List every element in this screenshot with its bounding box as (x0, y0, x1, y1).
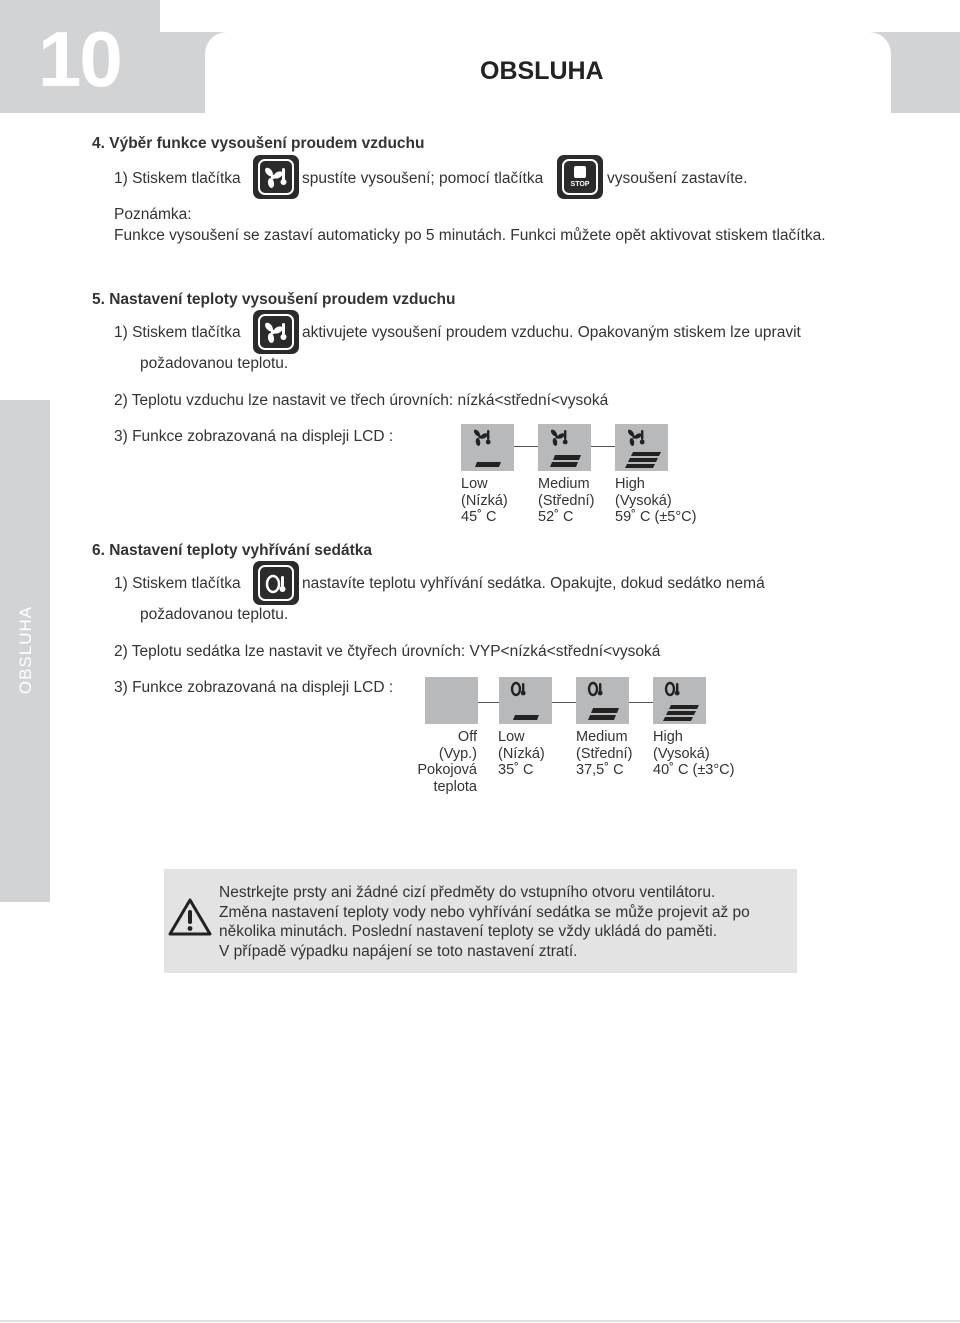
level-name: Medium (538, 476, 590, 492)
lcd-connector (478, 702, 499, 703)
seat-medium-icon (576, 677, 629, 724)
level-temp: 59˚ C (±5°C) (615, 509, 697, 525)
fan-thermometer-icon (253, 155, 299, 199)
warning-line: několika minutách. Poslední nastavení teploty se vždy ukládá do paměti. (219, 923, 718, 940)
level-temp: 37,5˚ C (576, 762, 624, 778)
dryer-temp-button[interactable] (253, 310, 299, 354)
dryer-level-high (615, 476, 696, 526)
stop-icon (557, 155, 603, 199)
level-name-cz: (Střední) (576, 745, 633, 762)
fan-medium-icon (538, 424, 591, 471)
section4-step1-post: vysoušení zastavíte. (607, 170, 748, 187)
lcd-dryer-low (461, 424, 514, 471)
level-name: High (653, 729, 683, 745)
lcd-connector (552, 702, 576, 703)
seat-level-off (400, 729, 477, 795)
section4-heading: 4. Výběr funkce vysoušení proudem vzduchu (92, 135, 425, 152)
stop-button-label: STOP (570, 181, 590, 188)
level-name: Off (457, 729, 477, 745)
dryer-level-low (461, 476, 508, 526)
header-white-strip (160, 0, 960, 32)
level-name-cz: (Nízká) (461, 492, 508, 509)
warning-line: Nestrkejte prsty ani žádné cizí předměty do vstupního otvoru ventilátoru. (219, 884, 716, 901)
lcd-connector (591, 446, 615, 447)
lcd-seat-high (653, 677, 706, 724)
section5-step1-pre: 1) Stiskem tlačítka (114, 324, 241, 341)
lcd-connector (629, 702, 653, 703)
section6-step2: 2) Teplotu sedátka lze nastavit ve čtyřech úrovních: VYP<nízká<střední<vysoká (114, 643, 661, 660)
section5-heading: 5. Nastavení teploty vysoušení proudem vzduchu (92, 291, 456, 308)
dryer-button[interactable] (253, 155, 299, 199)
level-name-cz: (Vyp.) (438, 745, 477, 762)
bottom-rule (0, 1320, 960, 1322)
section6-step1-post: nastavíte teplotu vyhřívání sedátka. Opakujte, dokud sedátko nemá (302, 575, 765, 592)
level-name: High (615, 476, 645, 492)
level-temp: 35˚ C (498, 762, 534, 778)
lcd-seat-off (425, 677, 478, 724)
lcd-connector (513, 446, 538, 447)
level-name-cz: (Vysoká) (653, 745, 710, 762)
warning-triangle-icon (168, 897, 212, 942)
level-name-cz: (Nízká) (498, 745, 545, 762)
fan-low-icon (461, 424, 514, 471)
level-name: Medium (576, 729, 628, 745)
level-temp: Pokojová (417, 762, 477, 778)
fan-high-icon (615, 424, 668, 471)
lcd-seat-low (499, 677, 552, 724)
side-tab-label: OBSLUHA (16, 605, 35, 695)
level-name-cz: (Střední) (538, 492, 595, 509)
page-title: OBSLUHA (480, 57, 604, 85)
section5-step2: 2) Teplotu vzduchu lze nastavit ve třech úrovních: nízká<střední<vysoká (114, 392, 609, 409)
section6-step1-line2: požadovanou teplotu. (140, 606, 289, 623)
lcd-seat-medium (576, 677, 629, 724)
section5-step3: 3) Funkce zobrazovaná na displeji LCD : (114, 428, 394, 445)
note-text: Funkce vysoušení se zastaví automaticky po 5 minutách. Funkci můžete opět aktivovat stiskem tlačítka. (114, 227, 826, 244)
section6-step3: 3) Funkce zobrazovaná na displeji LCD : (114, 679, 394, 696)
warning-line: V případě výpadku napájení se toto nastavení ztratí. (219, 942, 578, 960)
seat-level-medium (576, 729, 632, 779)
lcd-dryer-high (615, 424, 668, 471)
seat-level-low (498, 729, 545, 779)
lcd-dryer-medium (538, 424, 591, 471)
section4-step1-mid: spustíte vysoušení; pomocí tlačítka (302, 170, 544, 187)
dryer-level-medium (538, 476, 594, 526)
seat-heat-button[interactable] (253, 561, 299, 605)
section5-step1-post: aktivujete vysoušení proudem vzduchu. Opakovaným stiskem lze upravit (302, 324, 801, 341)
level-temp: 45˚ C (461, 509, 497, 525)
level-temp: 52˚ C (538, 509, 574, 525)
level-name: Low (461, 476, 488, 492)
section4-step1-pre: 1) Stiskem tlačítka (114, 170, 241, 187)
seat-low-icon (499, 677, 552, 724)
page-number: 10 (38, 15, 121, 103)
section6-heading: 6. Nastavení teploty vyhřívání sedátka (92, 542, 372, 559)
section6-step1-pre: 1) Stiskem tlačítka (114, 575, 241, 592)
section5-step1-line2: požadovanou teplotu. (140, 355, 289, 372)
fan-thermometer-icon (253, 310, 299, 354)
level-name-cz: (Vysoká) (615, 492, 672, 509)
warning-text (219, 883, 750, 961)
note-label: Poznámka: (114, 206, 192, 223)
seat-high-icon (653, 677, 706, 724)
seat-heat-icon (253, 561, 299, 605)
level-temp: 40˚ C (±3°C) (653, 762, 735, 778)
warning-line: Změna nastavení teploty vody nebo vyhřívání sedátka se může projevit až po (219, 903, 750, 921)
seat-level-high (653, 729, 734, 779)
level-name: Low (498, 729, 525, 745)
level-temp: teplota (433, 778, 477, 795)
stop-button[interactable] (557, 155, 603, 199)
